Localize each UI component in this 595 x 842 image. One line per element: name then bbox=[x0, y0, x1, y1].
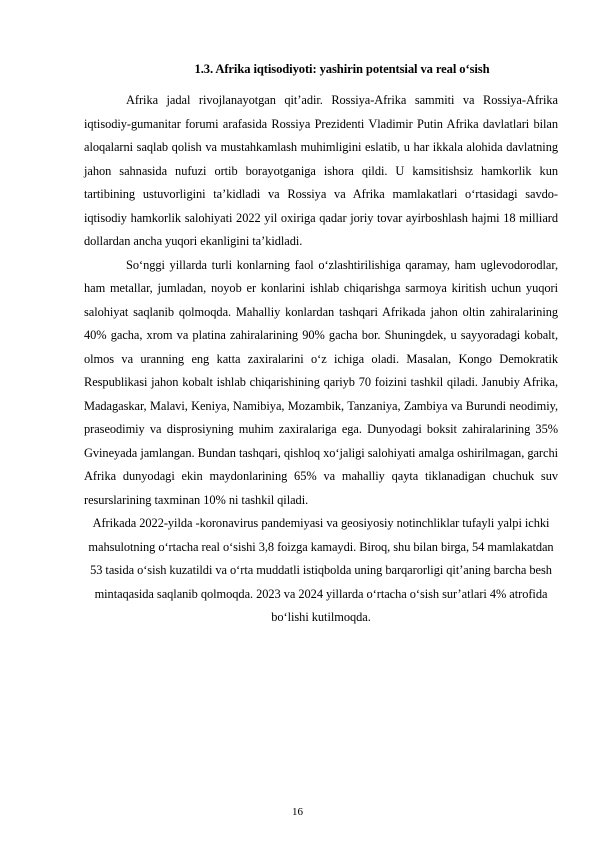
paragraph-3-centered: Afrikada 2022-yilda -koronavirus pandemiyasi va geosiyosiy notinchliklar tufayli yalpi ichki mahsulotning o‘rtacha real o‘sishi 3,8 foizga kamaydi. Biroq, shu bilan birga, 54 mamlakatdan 53 tasida o‘sish kuzatildi va o‘rta muddatli istiqbolda uning barqarorligi qit’aning barcha besh mintaqasida saqlanib qolmoqda. 2023 va 2024 yillarda o‘rtacha o‘sish sur’atlari 4% atrofida bo‘lishi kutilmoqda. bbox=[88, 516, 554, 624]
document-page bbox=[84, 60, 558, 630]
paragraph-2: So‘nggi yillarda turli konlarning faol o‘zlashtirilishiga qaramay, ham uglevodorodlar, ham metallar, jumladan, noyob er konlarini ishlab chiqarishga sarmoya kiritish uchun yuqori salohiyat saqlanib qolmoqda. Mahalliy konlardan tashqari Afrikada jahon oltin zahiralarining 40% gacha, xrom va platina zahiralarining 90% gacha bor. Shuningdek, u sayyoradagi kobalt, olmos va uranning eng katta zaxiralarini o‘z ichiga oladi. Masalan, Kongo Demokratik Respublikasi jahon kobalt ishlab chiqarishining qariyb 70 foizini tashkil qiladi. Janubiy Afrika, Madagaskar, Malavi, Keniya, Namibiya, Mozambik, Tanzaniya, Zambiya va Burundi neodimiy, praseodimiy va disprosiyning muhim zaxiralariga ega. Dunyodagi boksit zahiralarining 35% Gvineyada jamlangan. Bundan tashqari, qishloq xo‘jaligi salohiyati amalga oshirilmagan, garchi Afrika dunyodagi ekin maydonlarining 65% va mahalliy qayta tiklanadigan chuchuk suv resurslarining taxminan 10% ni tashkil qiladi. bbox=[84, 257, 558, 507]
section-heading: 1.3. Afrika iqtisodiyoti: yashirin potentsial va real o‘sish bbox=[194, 62, 490, 76]
page-number: 16 bbox=[292, 806, 303, 818]
paragraph-1: Afrika jadal rivojlanayotgan qit’adir. Rossiya-Afrika sammiti va Rossiya-Afrika iqtisodiy-gumanitar forumi arafasida Rossiya Prezidenti Vladimir Putin Afrika davlatlari bilan aloqalarni saqlab qolish va mustahkamlash muhimligini eslatib, u har ikkala alohida davlatning jahon sahnasida nufuzi ortib borayotganiga ishora qildi. U kamsitishsiz hamkorlik kun tartibining ustuvorligini ta’kidladi va Rossiya va Afrika mamlakatlari o‘rtasidagi savdo-iqtisodiy hamkorlik salohiyati 2022 yil oxiriga qadar joriy tovar ayirboshlash hajmi 18 milliard dollardan ancha yuqori ekanligini ta’kidladi. bbox=[84, 93, 558, 248]
